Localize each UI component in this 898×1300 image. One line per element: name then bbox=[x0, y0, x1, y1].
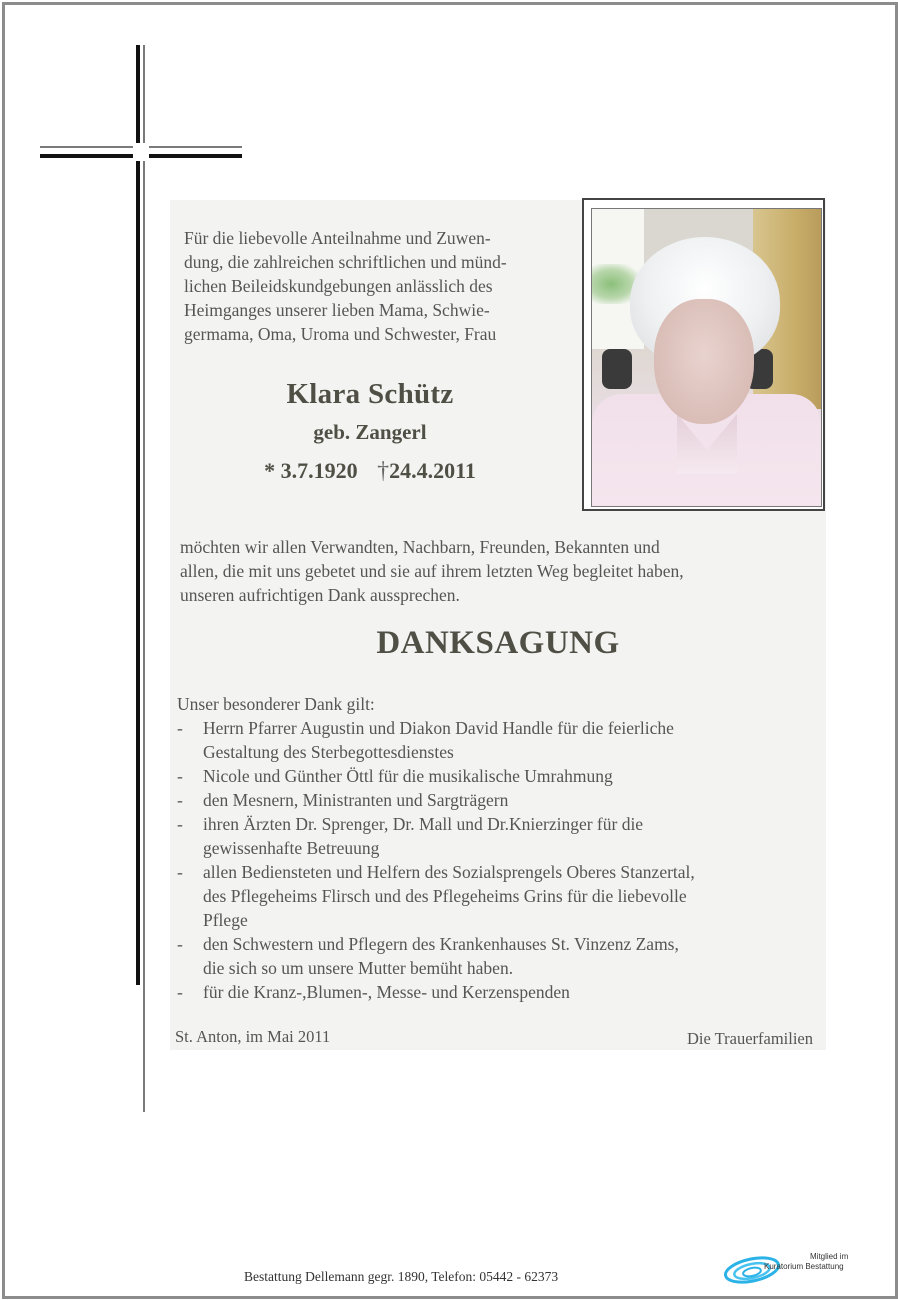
kuratorium-member-badge bbox=[722, 1250, 862, 1290]
life-dates bbox=[200, 458, 540, 485]
thanks-item-line: Pflege bbox=[203, 910, 248, 930]
bullet-dash: - bbox=[177, 766, 183, 786]
bullet-dash: - bbox=[177, 814, 183, 834]
bullet-dash: - bbox=[177, 934, 183, 954]
thanks-item-line: ihren Ärzten Dr. Sprenger, Dr. Mall und Dr.Knierzinger für die bbox=[203, 814, 644, 834]
thanks-item-line: Herrn Pfarrer Augustin und Diakon David Handle für die feierliche bbox=[203, 718, 674, 738]
bullet-dash: - bbox=[177, 790, 183, 810]
birth-date: 3.7.1920 bbox=[280, 458, 358, 483]
thanks-item bbox=[177, 980, 817, 1004]
thanks-item bbox=[177, 764, 817, 788]
intro-paragraph bbox=[184, 226, 584, 346]
body-line: möchten wir allen Verwandten, Nachbarn, Freunden, Bekannten und bbox=[180, 537, 660, 557]
thanks-item-line: für die Kranz-,Blumen-, Messe- und Kerzenspenden bbox=[203, 982, 570, 1002]
photo-chair-left bbox=[602, 349, 632, 389]
funeral-home-info: Bestattung Dellemann gegr. 1890, Telefon: 05442 - 62373 bbox=[244, 1269, 559, 1284]
intro-line: Heimganges unserer lieben Mama, Schwie- bbox=[184, 300, 490, 320]
bullet-dash: - bbox=[177, 862, 183, 882]
cross-horizontal-thin-right bbox=[149, 146, 242, 148]
member-label: Mitglied im bbox=[810, 1252, 849, 1261]
thanks-item-line: Nicole und Günther Öttl für die musikalische Umrahmung bbox=[203, 766, 613, 786]
body-paragraph bbox=[180, 535, 820, 607]
intro-line: dung, die zahlreichen schriftlichen und münd- bbox=[184, 252, 507, 272]
portrait-photo bbox=[591, 208, 822, 507]
cross-horizontal-thin-left bbox=[40, 146, 133, 148]
cross-horizontal-thick-left bbox=[40, 154, 133, 158]
heading-danksagung: DANKSAGUNG bbox=[376, 625, 620, 661]
body-line: allen, die mit uns gebetet und sie auf ihrem letzten Weg begleitet haben, bbox=[180, 561, 684, 581]
thanks-item-line: den Schwestern und Pflegern des Krankenhauses St. Vinzenz Zams, bbox=[203, 934, 679, 954]
place-date: St. Anton, im Mai 2011 bbox=[175, 1027, 331, 1046]
thanks-item-line: den Mesnern, Ministranten und Sargträgern bbox=[203, 790, 509, 810]
thanks-item-line: des Pflegeheims Flirsch und des Pflegeheims Grins für die liebevolle bbox=[203, 886, 687, 906]
death-date: 24.4.2011 bbox=[389, 458, 476, 483]
thanks-item-line: die sich so um unsere Mutter bemüht haben. bbox=[203, 958, 514, 978]
thanks-item bbox=[177, 932, 817, 980]
intro-line: lichen Beileidskundgebungen anlässlich des bbox=[184, 276, 493, 296]
maiden-name: geb. Zangerl bbox=[313, 420, 427, 444]
thanks-intro: Unser besonderer Dank gilt: bbox=[177, 694, 375, 714]
thanks-item bbox=[177, 812, 817, 860]
birth-symbol: * bbox=[264, 458, 276, 483]
thanks-list bbox=[177, 716, 817, 1004]
cross-vertical-thick-line bbox=[136, 45, 140, 985]
intro-line: germama, Oma, Uroma und Schwester, Frau bbox=[184, 324, 497, 344]
cross-center-gap bbox=[133, 143, 149, 161]
thanks-item-line: gewissenhafte Betreuung bbox=[203, 838, 380, 858]
thanks-item bbox=[177, 716, 817, 764]
intro-line: Für die liebevolle Anteilnahme und Zuwen- bbox=[184, 228, 491, 248]
member-organization: Kuratorium Bestattung bbox=[764, 1262, 844, 1271]
cross-vertical-thin-line bbox=[143, 45, 145, 1112]
thanks-item-line: Gestaltung des Sterbegottesdienstes bbox=[203, 742, 454, 762]
signature: Die Trauerfamilien bbox=[686, 1029, 813, 1048]
thanks-item bbox=[177, 860, 817, 932]
bullet-dash: - bbox=[177, 982, 183, 1002]
death-cross-icon: † bbox=[377, 458, 390, 484]
portrait-frame bbox=[582, 198, 825, 511]
thanks-item-line: allen Bediensteten und Helfern des Sozialsprengels Oberes Stanzertal, bbox=[203, 862, 695, 882]
body-line: unseren aufrichtigen Dank aussprechen. bbox=[180, 585, 460, 605]
cross-horizontal-thick-right bbox=[149, 154, 242, 158]
photo-face bbox=[654, 299, 754, 424]
deceased-name: Klara Schütz bbox=[286, 378, 454, 410]
thanks-item bbox=[177, 788, 817, 812]
bullet-dash: - bbox=[177, 718, 183, 738]
